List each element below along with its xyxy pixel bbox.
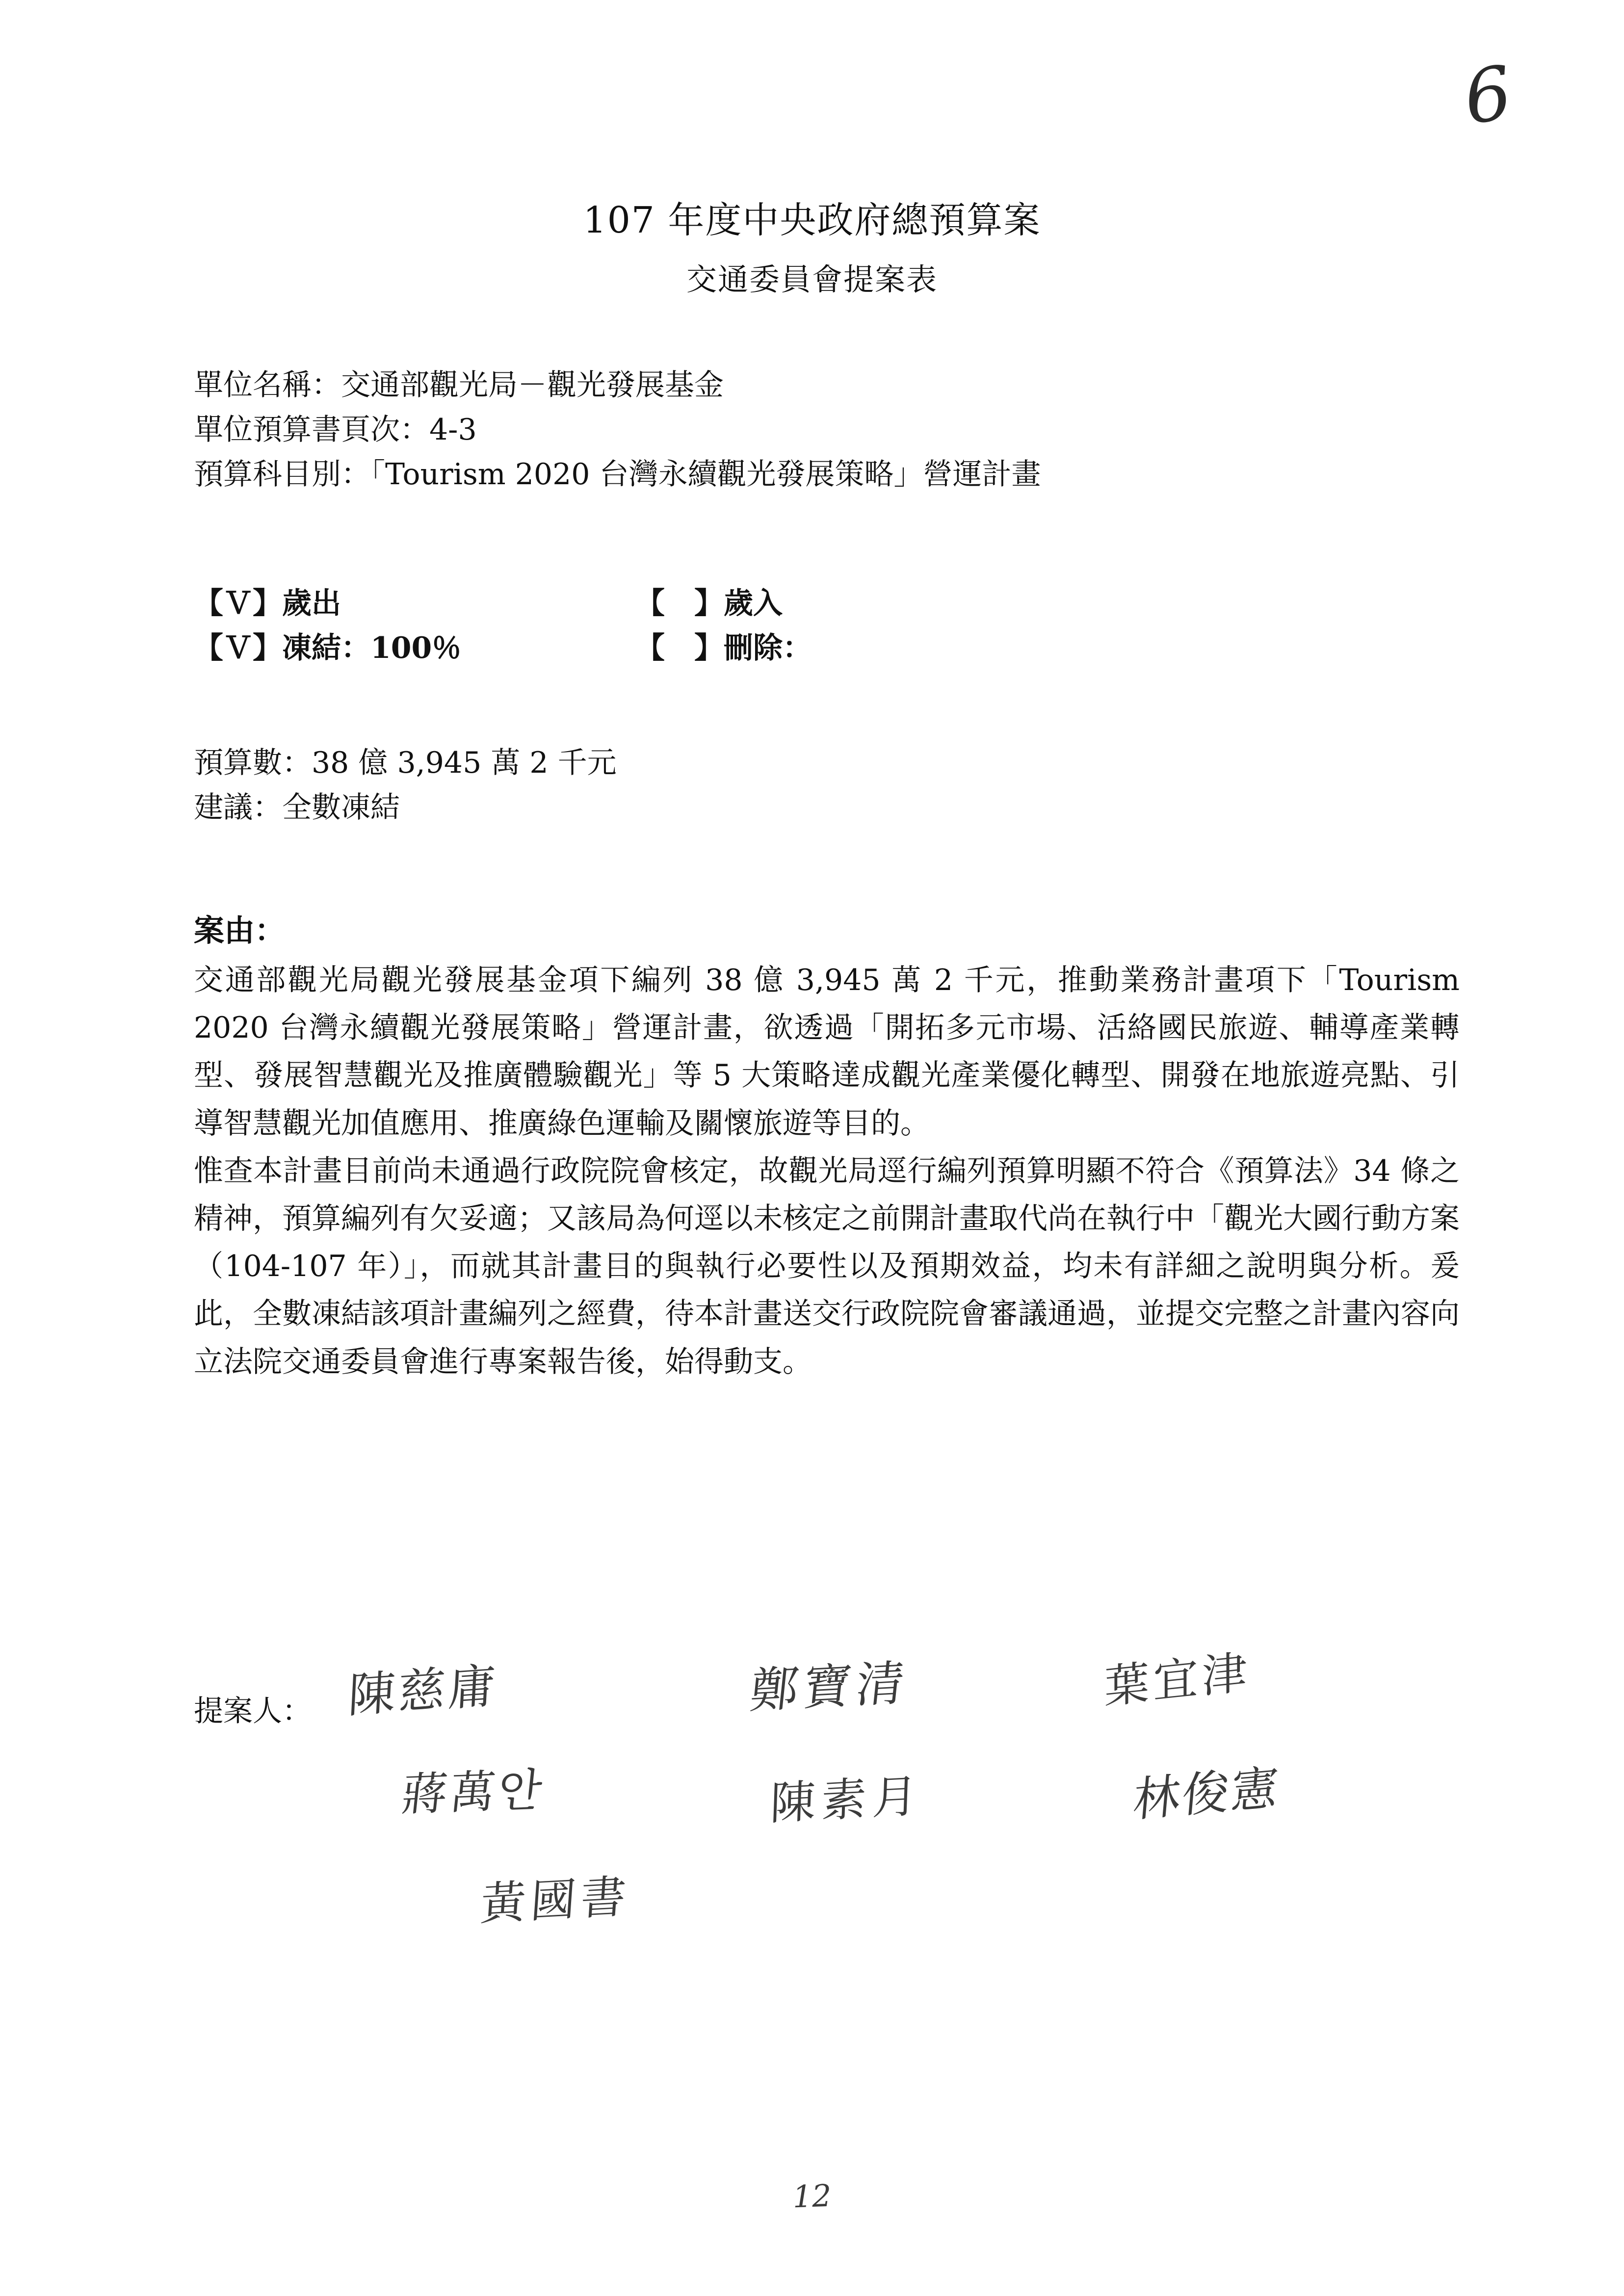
proposer-label: 提案人： [194,1694,312,1728]
signature: 鄭寶清 [747,1655,912,1720]
signature-area [339,1634,1418,2075]
checkbox-block [194,581,1460,671]
handwritten-footer-number: 12 [792,2177,832,2215]
suggestion: 建議：全數凍結 [194,790,400,825]
page-subtitle: 交通委員會提案表 [686,261,938,297]
checkbox-expenditure[interactable]: 【Ｖ】歲出 [194,586,341,621]
budget-item-name: 預算科目別：「Tourism 2020 台灣永續觀光發展策略」營運計畫 [194,457,1041,492]
checkbox-row-expenditure [194,581,1460,626]
checkbox-freeze[interactable]: 【Ｖ】凍結：100％ [194,631,462,666]
amount-block [194,741,1460,830]
signature: 黃國書 [478,1870,633,1931]
checkbox-revenue[interactable]: 【 】歲入 [635,586,783,621]
meta-block [194,363,1460,497]
budget-amount: 預算數：38 億 3,945 萬 2 千元 [194,746,617,780]
checkbox-row-action [194,626,1460,671]
page-title: 107 年度中央政府總預算案 [583,199,1041,241]
reason-paragraph-1: 交通部觀光局觀光發展基金項下編列 38 億 3,945 萬 2 千元，推動業務計畫項下「Tourism 2020 台灣永續觀光發展策略」營運計畫，欲透過「開拓多元市場、活絡國民旅遊、輔導產業轉型、發展智慧觀光及推廣體驗觀光」等 5 大策略達成觀光產業優化轉型、開發在地旅遊亮點、引導智慧觀光加值應用、推廣綠色運輸及關懷旅遊等目的。 [194,963,1460,1141]
signature: 葉宜津 [1104,1645,1251,1714]
budget-page-number: 單位預算書頁次：4-3 [194,413,477,447]
signature: 蔣萬안 [399,1763,548,1822]
checkbox-delete[interactable]: 【 】刪除： [635,631,812,666]
unit-name: 單位名稱：交通部觀光局－觀光發展基金 [194,368,724,402]
reason-body [194,957,1460,1386]
signature: 陳慈庸 [347,1658,500,1724]
reason-label: 案由： [194,913,286,948]
reason-paragraph-2: 惟查本計畫目前尚未通過行政院院會核定，故觀光局逕行編列預算明顯不符合《預算法》34 條之精神，預算編列有欠妥適；又該局為何逕以未核定之前開計畫取代尚在執行中「觀光大國行動方案（104-107 年）」，而就其計畫目的與執行必要性以及預期效益，均未有詳細之說明與分析。爰此，全數凍結該項計畫編列之經費，待本計畫送交行政院院會審議通過，並提交完整之計畫內容向立法院交通委員會進行專案報告後，始得動支。 [194,1153,1460,1379]
signature: 林俊憲 [1130,1759,1283,1828]
signature: 陳素月 [769,1769,924,1830]
handwritten-page-number: 6 [1458,50,1517,141]
